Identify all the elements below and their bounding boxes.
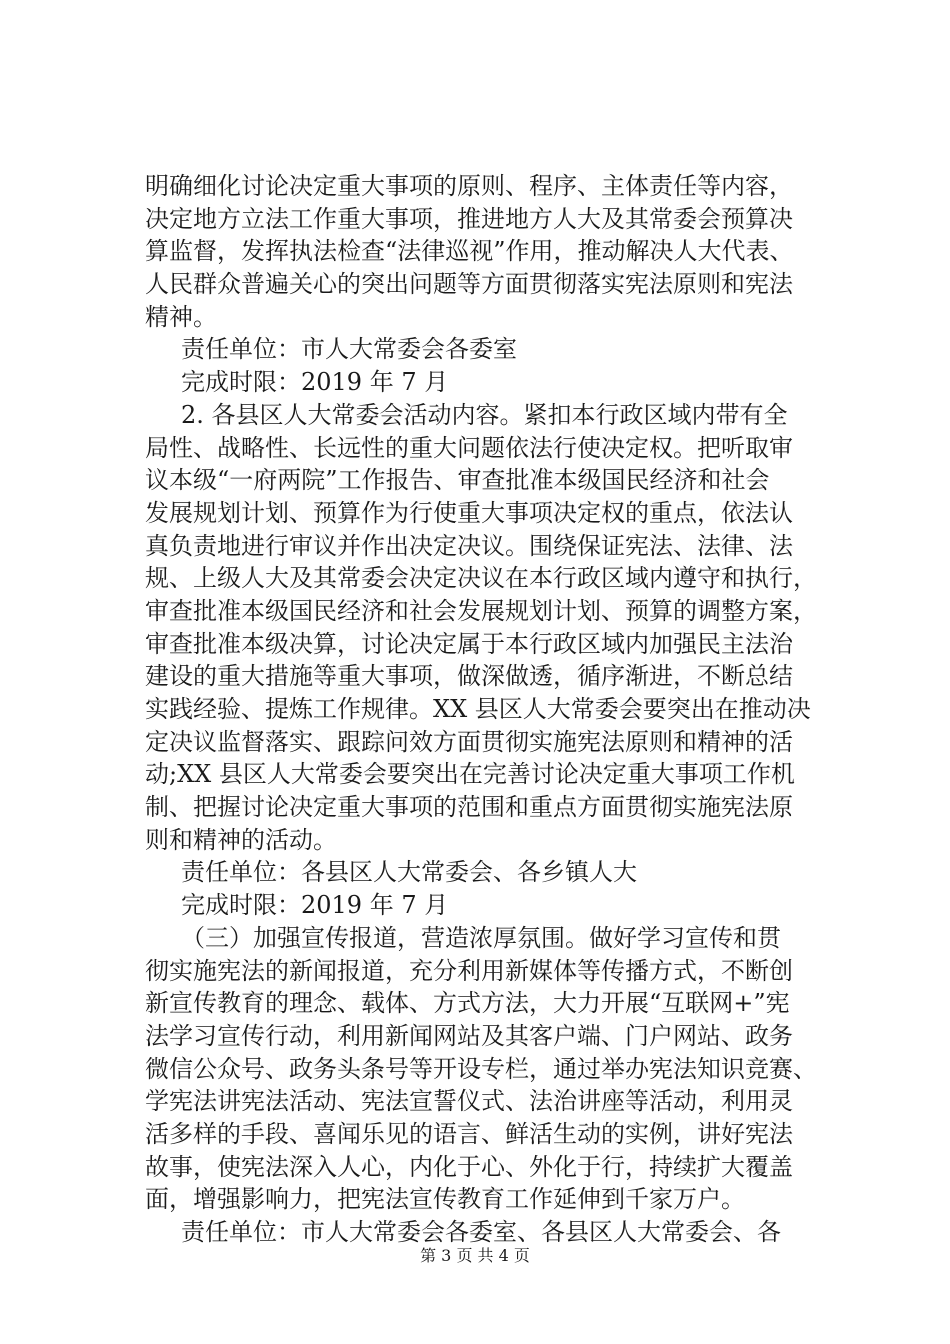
text-line: 制、把握讨论决定重大事项的范围和重点方面贯彻实施宪法原 [145,793,793,822]
text-line: 定决议监督落实、跟踪问效方面贯彻实施宪法原则和精神的活 [145,727,793,756]
text-line: 微信公众号、政务头条号等开设专栏，通过举办宪法知识竞赛、 [145,1054,817,1083]
text-line: 责任单位：市人大常委会各委室、各县区人大常委会、各 [181,1218,781,1246]
text-line: 完成时限：2019 年 7 月 [181,368,449,397]
text-line: 真负责地进行审议并作出决定决议。围绕保证宪法、法律、法 [145,531,793,560]
text-line: 人民群众普遍关心的突出问题等方面贯彻落实宪法原则和宪法 [145,270,793,299]
text-line: 新宣传教育的理念、载体、方式方法，大力开展“互联网+”宪 [145,989,790,1018]
text-line: 彻实施宪法的新闻报道，充分利用新媒体等传播方式，不断创 [145,956,793,985]
page-footer: 第 3 页 共 4 页 [420,1246,530,1265]
text-line: 议本级“一府两院”工作报告、审查批准本级国民经济和社会 [145,466,770,495]
text-line: 面，增强影响力，把宪法宣传教育工作延伸到千家万户。 [145,1185,745,1214]
text-line: 规、上级人大及其常委会决定决议在本行政区域内遵守和执行， [145,564,817,593]
text-line: 决定地方立法工作重大事项，推进地方人大及其常委会预算决 [145,204,793,233]
text-line: 则和精神的活动。 [145,825,337,854]
text-line: 建设的重大措施等重大事项，做深做透，循序渐进，不断总结 [145,662,793,691]
text-line: 局性、战略性、长远性的重大问题依法行使决定权。把听取审 [145,433,793,462]
text-line: 责任单位：各县区人大常委会、各乡镇人大 [181,858,637,887]
document-body [145,170,845,1249]
text-line: 责任单位：市人大常委会各委室 [181,335,517,364]
text-line: 2. 各县区人大常委会活动内容。紧扣本行政区域内带有全 [181,400,788,429]
text-line: 完成时限：2019 年 7 月 [181,891,449,920]
text-line: 故事，使宪法深入人心，内化于心、外化于行，持续扩大覆盖 [145,1152,793,1181]
text-line: 精神。 [145,302,217,331]
text-line: 发展规划计划、预算作为行使重大事项决定权的重点，依法认 [145,498,793,527]
text-line: 动;XX 县区人大常委会要突出在完善讨论决定重大事项工作机 [145,760,795,789]
text-line: 审查批准本级国民经济和社会发展规划计划、预算的调整方案， [145,596,817,625]
text-line: 实践经验、提炼工作规律。XX 县区人大常委会要突出在推动决 [145,695,811,723]
text-line: （三）加强宣传报道，营造浓厚氛围。做好学习宣传和贯 [181,923,781,952]
text-line: 审查批准本级决算，讨论决定属于本行政区域内加强民主法治 [145,629,793,658]
text-line: 活多样的手段、喜闻乐见的语言、鲜活生动的实例，讲好宪法 [145,1119,793,1148]
text-line: 明确细化讨论决定重大事项的原则、程序、主体责任等内容， [145,172,793,200]
text-line: 学宪法讲宪法活动、宪法宣誓仪式、法治讲座等活动，利用灵 [145,1087,793,1116]
text-line: 法学习宣传行动，利用新闻网站及其客户端、门户网站、政务 [145,1021,793,1050]
text-line: 算监督，发挥执法检查“法律巡视”作用，推动解决人大代表、 [145,237,794,266]
